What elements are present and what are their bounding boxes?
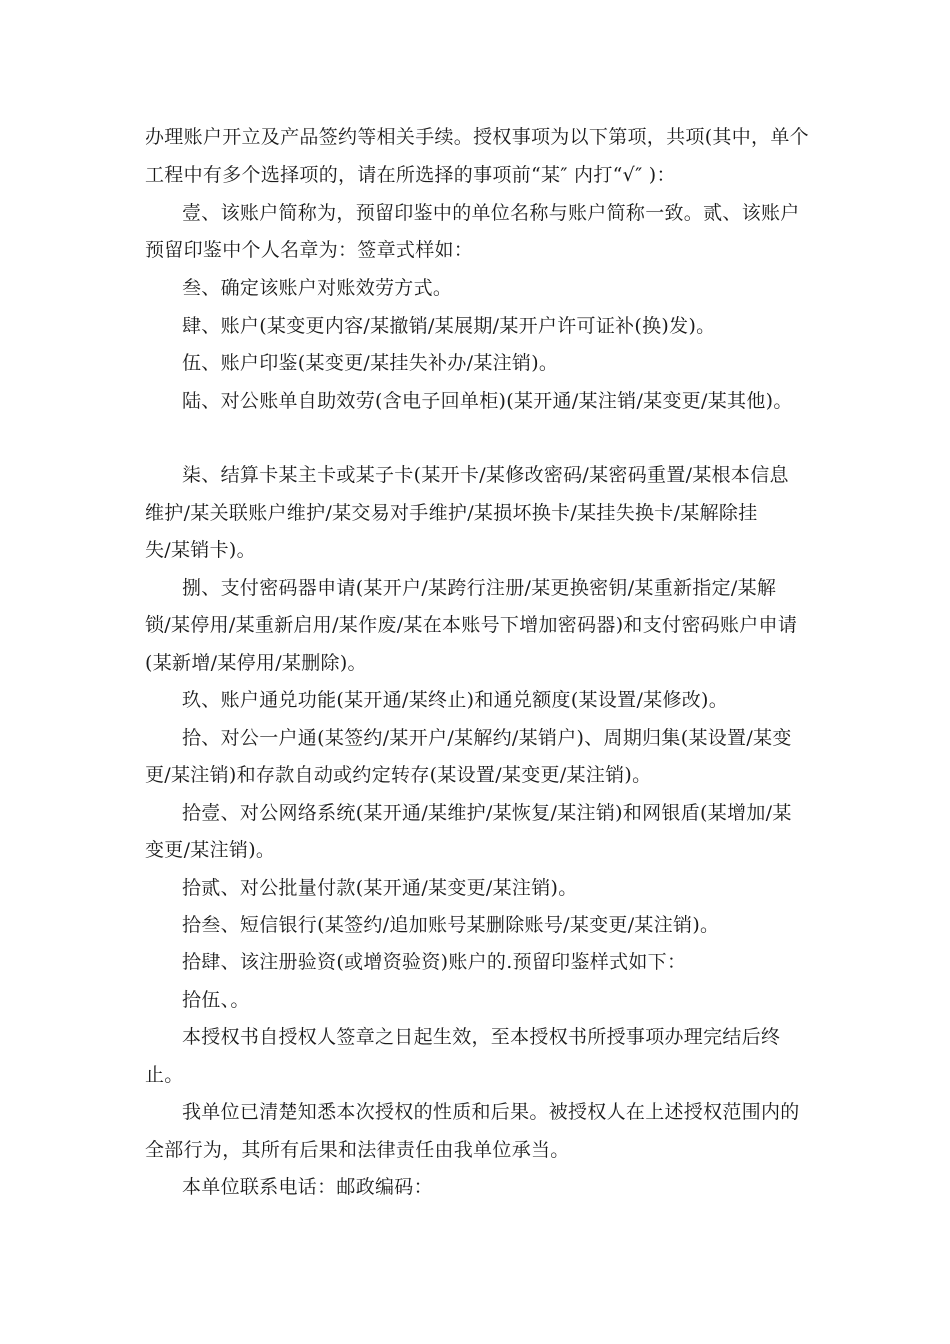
item-14: 拾肆、该注册验资(或增资验资)账户的.预留印鉴样式如下：	[182, 951, 687, 973]
item-1-line-2: 预留印鉴中个人名章为：签章式样如：	[145, 239, 474, 261]
item-6: 陆、对公账单自助效劳(含电子回单柜)(某开通/某注销/某变更/某其他)。	[182, 390, 793, 412]
item-7-line-2: 维护/某关联账户维护/某交易对手维护/某损坏换卡/某挂失换卡/某解除挂	[145, 502, 758, 524]
effective-clause-line-2: 止。	[145, 1064, 184, 1086]
paragraph-intro-line-1: 办理账户开立及产品签约等相关手续。授权事项为以下第项，共项(其中，单个	[145, 126, 809, 148]
item-10-line-1: 拾、对公一户通(某签约/某开户/某解约/某销户)、周期归集(某设置/某变	[182, 727, 792, 749]
item-8-line-2: 锁/某停用/某重新启用/某作废/某在本账号下增加密码器)和支付密码账户申请	[145, 614, 798, 636]
item-8-line-3: (某新增/某停用/某删除)。	[145, 652, 367, 674]
item-3: 叁、确定该账户对账效劳方式。	[182, 277, 453, 299]
contact-info-line: 本单位联系电话：邮政编码：	[182, 1176, 433, 1198]
liability-clause-line-2: 全部行为，其所有后果和法律责任由我单位承当。	[145, 1139, 570, 1161]
item-8-line-1: 捌、支付密码器申请(某开户/某跨行注册/某更换密钥/某重新指定/某解	[182, 577, 777, 599]
item-10-line-2: 更/某注销)和存款自动或约定转存(某设置/某变更/某注销)。	[145, 764, 652, 786]
item-4: 肆、账户(某变更内容/某撤销/某展期/某开户许可证补(换)发)。	[182, 315, 716, 337]
item-11-line-2: 变更/某注销)。	[145, 839, 276, 861]
item-5: 伍、账户印鉴(某变更/某挂失补办/某注销)。	[182, 352, 559, 374]
item-12: 拾贰、对公批量付款(某开通/某变更/某注销)。	[182, 877, 578, 899]
item-13: 拾叁、短信银行(某签约/追加账号某删除账号/某变更/某注销)。	[182, 914, 720, 936]
item-9: 玖、账户通兑功能(某开通/某终止)和通兑额度(某设置/某修改)。	[182, 689, 729, 711]
item-1-line-1: 壹、该账户简称为，预留印鉴中的单位名称与账户简称一致。贰、该账户	[182, 202, 800, 224]
item-15: 拾伍、。	[182, 989, 250, 1011]
effective-clause-line-1: 本授权书自授权人签章之日起生效，至本授权书所授事项办理完结后终	[182, 1026, 781, 1048]
item-7-line-3: 失/某销卡)。	[145, 539, 256, 561]
paragraph-intro-line-2: 工程中有多个选择项的，请在所选择的事项前“某″ 内打“√″ )：	[145, 164, 676, 186]
item-11-line-1: 拾壹、对公网络系统(某开通/某维护/某恢复/某注销)和网银盾(某增加/某	[182, 802, 792, 824]
item-7-line-1: 柒、结算卡某主卡或某子卡(某开卡/某修改密码/某密码重置/某根本信息	[182, 464, 789, 486]
liability-clause-line-1: 我单位已清楚知悉本次授权的性质和后果。被授权人在上述授权范围内的	[182, 1101, 800, 1123]
